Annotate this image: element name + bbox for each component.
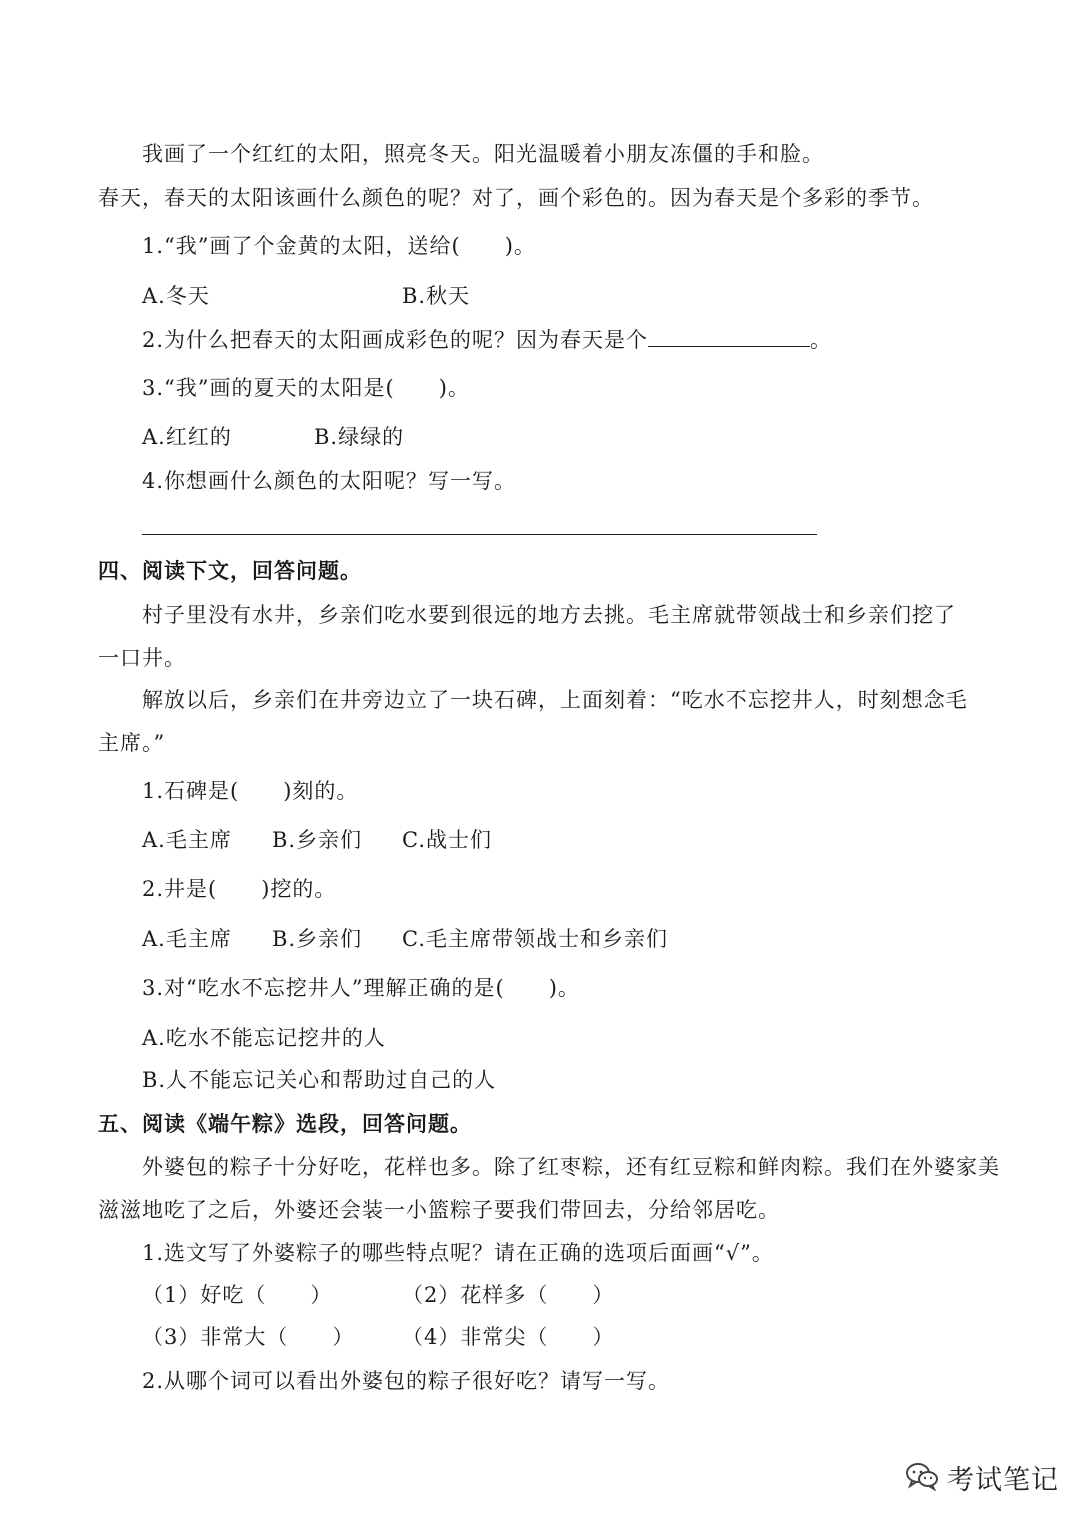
option-b: B.人不能忘记关心和帮助过自己的人 (142, 1068, 497, 1092)
option-b: B.秋天 (402, 284, 471, 308)
passage-line: 外婆包的粽子十分好吃，花样也多。除了红枣粽，还有红豆粽和鲜肉粽。我们在外婆家美 (142, 1155, 1000, 1179)
option-a: A.毛主席 (142, 828, 232, 852)
question-1: 1.“我”画了个金黄的太阳，送给( )。 (142, 234, 536, 258)
option-4: （4）非常尖（ ） (402, 1325, 615, 1349)
option-b: B.绿绿的 (314, 425, 405, 449)
question-1: 1.石碑是( )刻的。 (142, 779, 359, 803)
option-3: （3）非常大（ ） (142, 1325, 355, 1349)
option-1: （1）好吃（ ） (142, 1283, 333, 1307)
passage-line: 村子里没有水井，乡亲们吃水要到很远的地方去挑。毛主席就带领战士和乡亲们挖了 (142, 603, 956, 627)
section-4-heading: 四、阅读下文，回答问题。 (98, 558, 362, 583)
passage-line: 主席。” (98, 731, 166, 755)
section-5-heading: 五、阅读《端午粽》选段，回答问题。 (98, 1111, 472, 1136)
passage-line: 解放以后，乡亲们在井旁边立了一块石碑，上面刻着：“吃水不忘挖井人，时刻想念毛 (142, 688, 968, 712)
option-a: A.吃水不能忘记挖井的人 (142, 1026, 386, 1050)
watermark (905, 1458, 1059, 1497)
question-3: 3.“我”画的夏天的太阳是( )。 (142, 376, 470, 400)
option-a: A.红红的 (142, 425, 232, 449)
answer-blank (648, 326, 810, 347)
question-2-end: 。 (810, 328, 833, 352)
option-b: B.乡亲们 (272, 927, 363, 951)
watermark-text: 考试笔记 (947, 1465, 1059, 1496)
question-2-text: 2.为什么把春天的太阳画成彩色的呢？因为春天是个 (142, 328, 649, 352)
wechat-icon (905, 1461, 939, 1495)
question-2 (142, 326, 832, 354)
passage-line: 滋滋地吃了之后，外婆还会装一小篮粽子要我们带回去，分给邻居吃。 (98, 1198, 780, 1222)
question-3: 3.对“吃水不忘挖井人”理解正确的是( )。 (142, 976, 580, 1000)
question-2: 2.井是( )挖的。 (142, 877, 337, 901)
passage-line: 我画了一个红红的太阳，照亮冬天。阳光温暖着小朋友冻僵的手和脸。 (142, 142, 824, 166)
passage-line: 一口井。 (98, 646, 186, 670)
question-2: 2.从哪个词可以看出外婆包的粽子很好吃？请写一写。 (142, 1369, 671, 1393)
option-c: C.毛主席带领战士和乡亲们 (402, 927, 668, 951)
option-a: A.毛主席 (142, 927, 232, 951)
option-b: B.乡亲们 (272, 828, 363, 852)
question-4: 4.你想画什么颜色的太阳呢？写一写。 (142, 469, 517, 493)
option-a: A.冬天 (142, 284, 210, 308)
option-2: （2）花样多（ ） (402, 1283, 615, 1307)
passage-line: 春天，春天的太阳该画什么颜色的呢？对了，画个彩色的。因为春天是个多彩的季节。 (98, 186, 934, 210)
option-c: C.战士们 (402, 828, 492, 852)
answer-line (142, 534, 817, 535)
question-1: 1.选文写了外婆粽子的哪些特点呢？请在正确的选项后面画“√”。 (142, 1241, 774, 1265)
